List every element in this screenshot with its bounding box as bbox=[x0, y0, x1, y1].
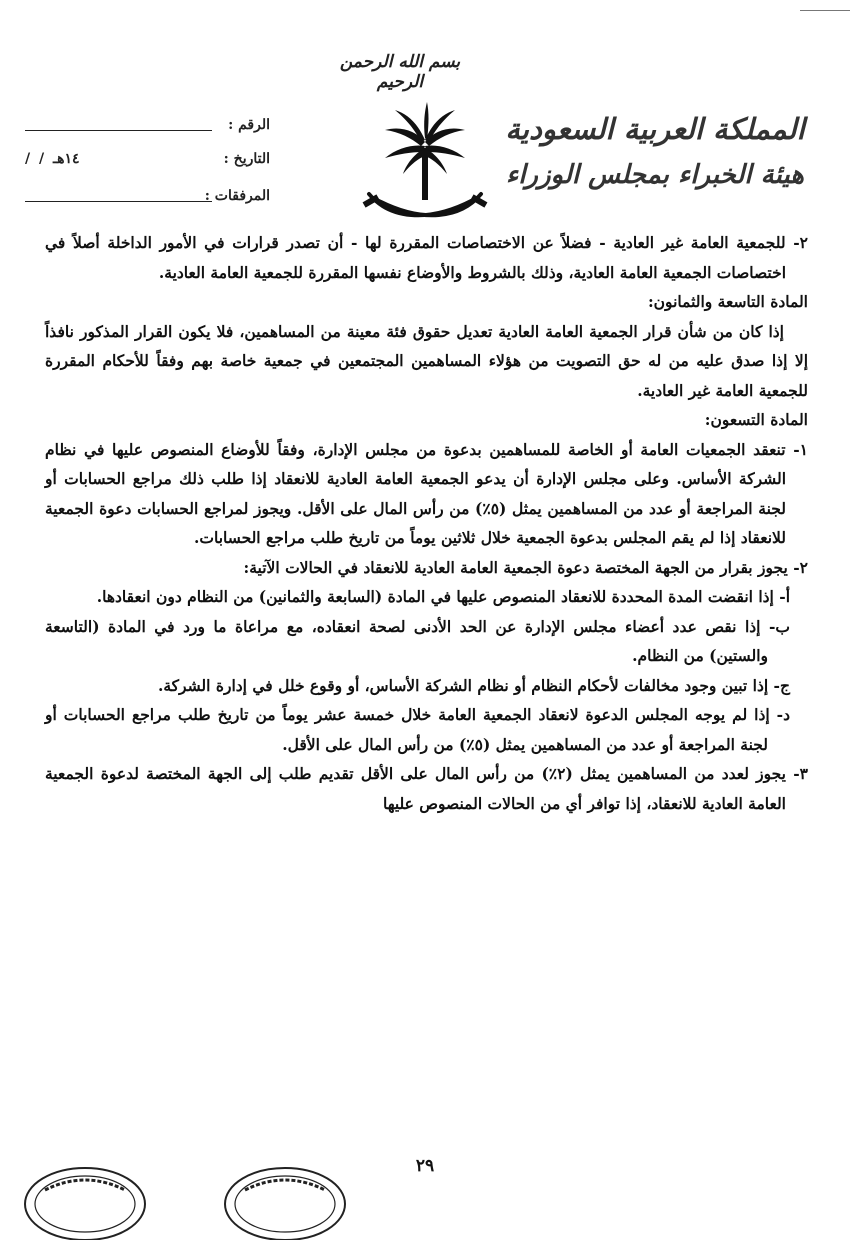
body-paragraph: أ- إذا انقضت المدة المحددة للانعقاد المنصوص عليها في المادة (السابعة والثمانين) من النظام دون انعقادها. bbox=[96, 587, 790, 606]
body-paragraph: ٣- يجوز لعدد من المساهمين يمثل (٢٪) من رأس المال على الأقل تقديم طلب إلى الجهة المختصة لدعوة الجمعية العامة العادية للانعقاد، إذا توافر أي من الحالات المنصوص عليها bbox=[45, 764, 808, 813]
agency-title: هيئة الخبراء بمجلس الوزراء bbox=[505, 160, 804, 190]
basmala: بسم الله الرحمن الرحيم bbox=[339, 52, 461, 92]
corner-mark bbox=[800, 10, 850, 11]
attachments-label: المرفقات : bbox=[204, 188, 270, 204]
official-seal-icon bbox=[220, 1160, 350, 1240]
palm-swords-emblem-icon bbox=[355, 100, 495, 235]
article-heading: المادة التسعون: bbox=[704, 410, 808, 429]
official-seal-icon bbox=[20, 1160, 150, 1240]
body-paragraph: ج- إذا تبين وجود مخالفات لأحكام النظام أو نظام الشركة الأساس، أو وقوع خلل في إدارة الشركة. bbox=[157, 675, 790, 695]
body-paragraph: ب- إذا نقص عدد أعضاء مجلس الإدارة عن الحد الأدنى لصحة انعقاده، مع مراعاة ما ورد في المادة (التاسعة والستين) من النظام. bbox=[45, 616, 790, 665]
date-label: التاريخ : bbox=[223, 151, 270, 167]
reference-line bbox=[25, 130, 212, 131]
body-paragraph: ١- تنعقد الجمعيات العامة أو الخاصة للمساهمين بدعوة من مجلس الإدارة، وفقاً للأوضاع المنصوص عليها في نظام الشركة الأساس. وعلى مجلس الإدارة أن يدعو الجمعية العامة العادية للانعقاد إذا طلب ذلك مراجع الحسابات أو لجنة المراجعة أو عدد من المساهمين يمثل (٥٪) من رأس المال على الأقل. ويجوز لمراجع الحسابات دعوة الجمعية للانعقاد إذا لم يقم المجلس بدعوة الجمعية خلال ثلاثين يوماً من تاريخ طلب مراجع الحسابات. bbox=[45, 439, 808, 547]
body-paragraph: ٢- يجوز بقرار من الجهة المختصة دعوة الجمعية العامة العادية للانعقاد في الحالات الآتية: bbox=[243, 557, 808, 577]
body-paragraph: د- إذا لم يوجه المجلس الدعوة لانعقاد الجمعية العامة خلال خمسة عشر يوماً من تاريخ طلب مراجع الحسابات أو لجنة المراجعة أو عدد من المساهمين يمثل (٥٪) من رأس المال على الأقل. bbox=[45, 705, 790, 754]
attachments-line bbox=[25, 201, 212, 202]
article-heading: المادة التاسعة والثمانون: bbox=[647, 292, 808, 311]
kingdom-title: المملكة العربية السعودية bbox=[505, 112, 805, 146]
date-value: / / ١٤هـ bbox=[25, 151, 80, 167]
page-number: ٢٩ bbox=[415, 1156, 435, 1176]
reference-label: الرقم : bbox=[228, 117, 270, 133]
body-paragraph: إذا كان من شأن قرار الجمعية العامة العادية تعديل حقوق فئة معينة من المساهمين، فلا يكون القرار المذكور نافذاً إلا إذا صدق عليه من له حق التصويت من هؤلاء المساهمين المجتمعين في جمعية خاصة بهم وفقاً للأحكام المقررة للجمعية العامة غير العادية. bbox=[45, 321, 808, 400]
document-body bbox=[45, 228, 808, 818]
body-paragraph: ٢- للجمعية العامة غير العادية - فضلاً عن الاختصاصات المقررة لها - أن تصدر قرارات في الأمور الداخلة أصلاً في اختصاصات الجمعية العامة العادية، وذلك بالشروط والأوضاع نفسها المقررة للجمعية العامة العادية. bbox=[45, 233, 808, 282]
